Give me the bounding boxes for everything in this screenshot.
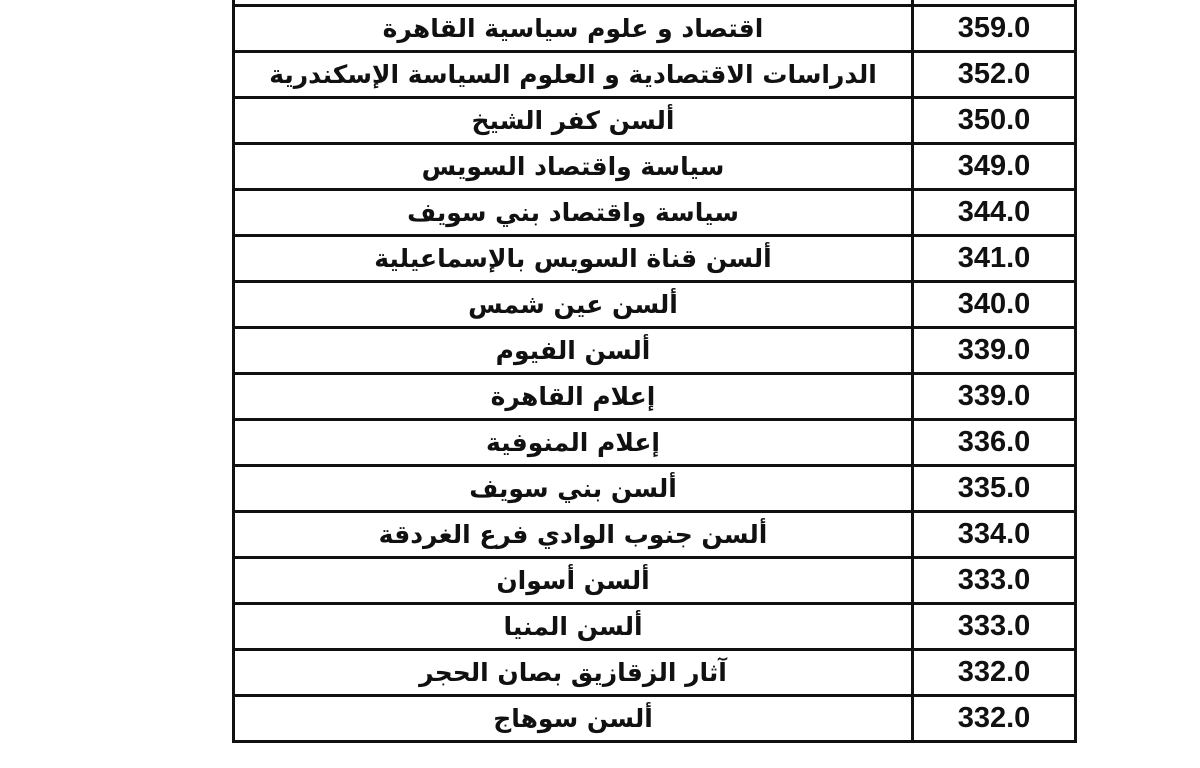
faculty-cell: الدراسات الاقتصادية و العلوم السياسة الإسكندرية	[234, 52, 913, 98]
table-row	[234, 144, 1076, 190]
table-row	[234, 282, 1076, 328]
score-cell: 336.0	[913, 420, 1076, 466]
score-cell: 350.0	[913, 98, 1076, 144]
score-cell: 340.0	[913, 282, 1076, 328]
table-row	[234, 52, 1076, 98]
table-row	[234, 190, 1076, 236]
table-row	[234, 512, 1076, 558]
score-cell: 352.0	[913, 52, 1076, 98]
score-cell: 349.0	[913, 144, 1076, 190]
faculty-cell: سياسة واقتصاد بني سويف	[234, 190, 913, 236]
faculty-cell: آثار الزقازيق بصان الحجر	[234, 650, 913, 696]
table-row	[234, 604, 1076, 650]
score-cell: 341.0	[913, 236, 1076, 282]
faculty-cell: ألسن جنوب الوادي فرع الغردقة	[234, 512, 913, 558]
faculty-cell: سياسة واقتصاد السويس	[234, 144, 913, 190]
score-cell: 333.0	[913, 558, 1076, 604]
score-cell: 334.0	[913, 512, 1076, 558]
table-row	[234, 236, 1076, 282]
score-cell: 335.0	[913, 466, 1076, 512]
faculty-cell: ألسن المنيا	[234, 604, 913, 650]
faculty-cell: ألسن أسوان	[234, 558, 913, 604]
score-cell: 339.0	[913, 374, 1076, 420]
faculty-cell: ألسن كفر الشيخ	[234, 98, 913, 144]
table-row	[234, 696, 1076, 742]
table-row	[234, 328, 1076, 374]
table-row	[234, 650, 1076, 696]
table-row	[234, 420, 1076, 466]
faculty-cell: اقتصاد و علوم سياسية القاهرة	[234, 6, 913, 52]
faculty-cell: ألسن قناة السويس بالإسماعيلية	[234, 236, 913, 282]
score-cell: 333.0	[913, 604, 1076, 650]
table-row	[234, 6, 1076, 52]
faculty-cell: ألسن بني سويف	[234, 466, 913, 512]
table-row	[234, 466, 1076, 512]
table-row	[234, 374, 1076, 420]
faculty-cell: ألسن الفيوم	[234, 328, 913, 374]
score-cell: 344.0	[913, 190, 1076, 236]
score-cell: 339.0	[913, 328, 1076, 374]
faculty-cell: ألسن سوهاج	[234, 696, 913, 742]
table-body	[234, 0, 1076, 742]
score-cell: 332.0	[913, 650, 1076, 696]
table-row	[234, 558, 1076, 604]
table-row	[234, 98, 1076, 144]
score-cell: 359.0	[913, 6, 1076, 52]
faculty-cell: إعلام المنوفية	[234, 420, 913, 466]
results-table	[232, 0, 1077, 743]
faculty-cell: إعلام القاهرة	[234, 374, 913, 420]
score-cell: 332.0	[913, 696, 1076, 742]
faculty-cell: ألسن عين شمس	[234, 282, 913, 328]
